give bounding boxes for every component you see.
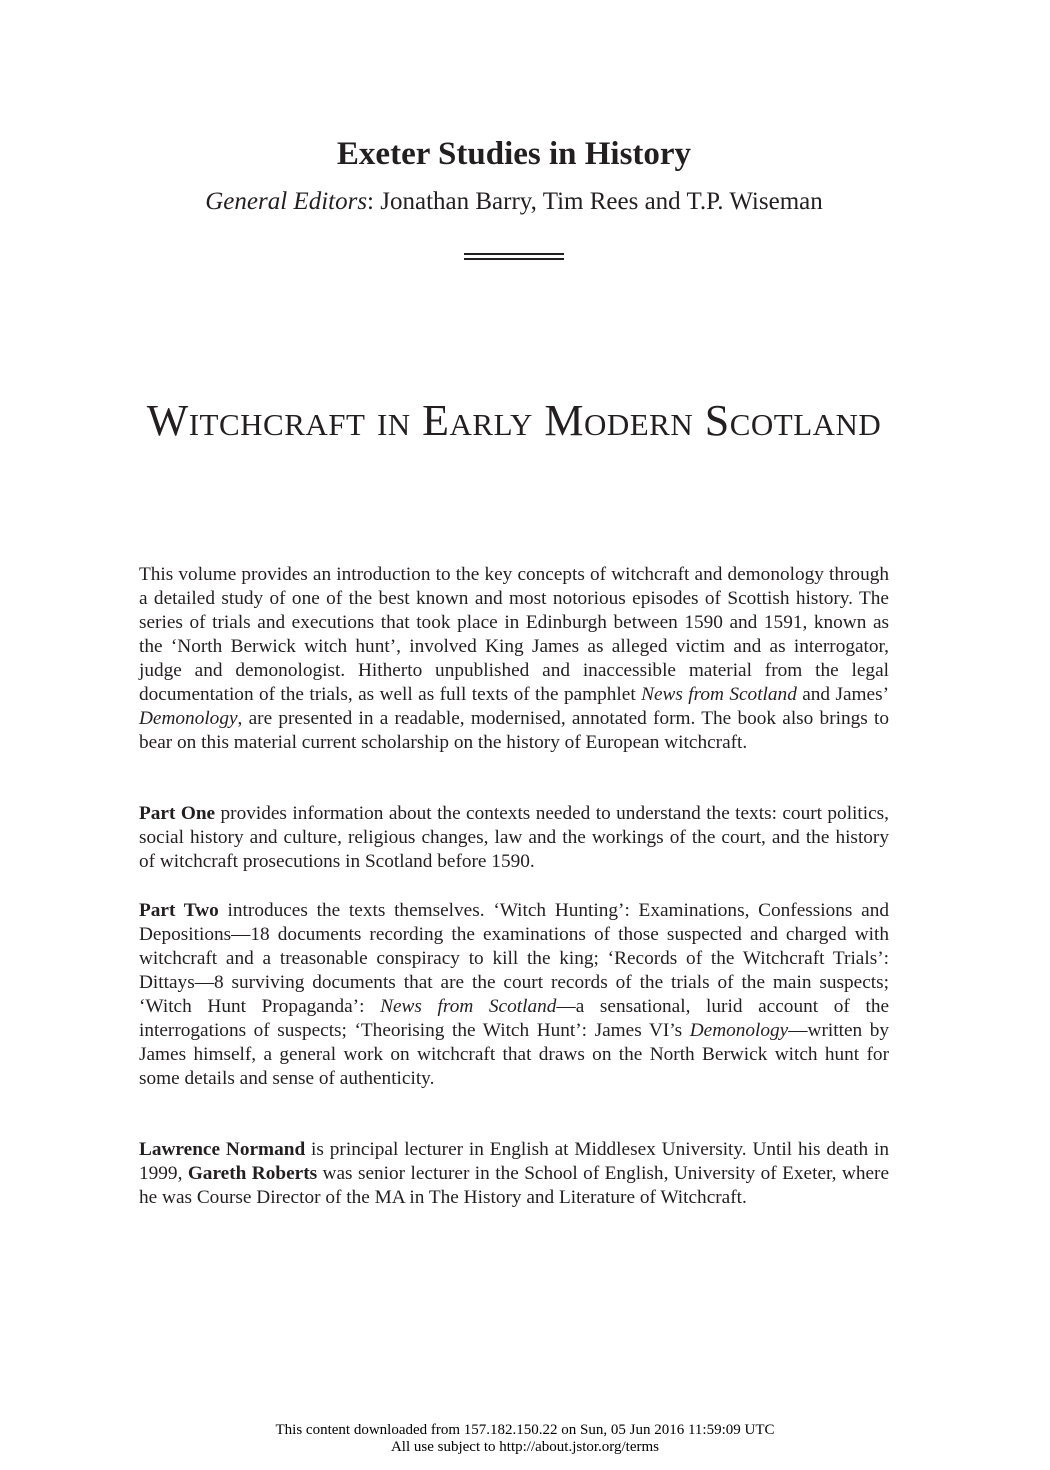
text-run: —a sensational, lurid account of the interrogations of suspects; ‘Theorising the Witch Hunt’: James VI’s <box>139 996 890 1041</box>
decorative-rule-bottom <box>464 258 564 260</box>
text-run: was senior lecturer in the School of English, University of Exeter, where he was Course Director of the MA in The History and Literature of Witchcraft. <box>139 1163 890 1208</box>
description-paragraph-intro <box>139 563 889 755</box>
text-run: —written by James himself, a general work on witchcraft that draws on the North Berwick witch hunt for some details and sense of authenticity. <box>139 1020 889 1089</box>
description-paragraph-part-two <box>139 899 889 1091</box>
text-run: is principal lecturer in English at Middlesex University. Until his death in 1999, <box>139 1139 889 1184</box>
italic-title-demonology: Demonology <box>689 1020 789 1041</box>
general-editors-label: General Editors <box>205 188 368 215</box>
part-one-heading: Part One <box>139 803 216 824</box>
general-editors-names: : Jonathan Barry, Tim Rees and T.P. Wiseman <box>367 188 823 215</box>
decorative-rule-top <box>464 253 564 255</box>
general-editors-line <box>0 186 1028 218</box>
author-name-roberts: Gareth Roberts <box>187 1163 318 1184</box>
series-title: Exeter Studies in History <box>336 136 692 172</box>
terms-notice: All use subject to http://about.jstor.org/terms <box>390 1439 660 1455</box>
text-run: provides information about the contexts needed to understand the texts: court politics, social history and culture, religious changes, law and the workings of the court, and the history of witchcraft prosecutions in Scotland before 1590. <box>139 803 890 872</box>
download-notice: This content downloaded from 157.182.150.22 on Sun, 05 Jun 2016 11:59:09 UTC <box>275 1422 775 1438</box>
italic-title-news-from-scotland: News from Scotland <box>380 996 557 1017</box>
book-title: Witchcraft in Early Modern Scotland <box>146 396 882 445</box>
jstor-footer <box>0 1422 1050 1456</box>
description-paragraph-part-one <box>139 802 889 874</box>
italic-title-demonology: Demonology <box>139 708 238 729</box>
text-run: introduces the texts themselves. ‘Witch Hunting’: Examinations, Confessions and Depositions—18 documents recording the examinations of those suspected and charged with witchcraft and a treasonable conspiracy to kill the king; ‘Records of the Witchcraft Trials’: Dittays—8 surviving documents that are the court records of the trials of the main suspects; ‘Witch Hunt Propaganda’: <box>139 900 889 1017</box>
text-run: and James’ <box>796 684 889 705</box>
author-name-normand: Lawrence Normand <box>139 1139 306 1160</box>
text-run: , are presented in a readable, modernised, annotated form. The book also brings to bear on this material current scholarship on the history of European witchcraft. <box>139 708 889 753</box>
text-run: This volume provides an introduction to the key concepts of witchcraft and demonology through a detailed study of one of the best known and most notorious episodes of Scottish history. The series of trials and executions that took place in Edinburgh between 1590 and 1591, known as the ‘North Berwick witch hunt’, involved King James as alleged victim and as interrogator, judge and demonologist. Hitherto unpublished and inaccessible material from the legal documentation of the trials, as well as full texts of the pamphlet <box>139 564 889 705</box>
italic-title-news-from-scotland: News from Scotland <box>641 684 797 705</box>
part-two-heading: Part Two <box>139 900 219 921</box>
author-bio-paragraph <box>139 1138 889 1210</box>
